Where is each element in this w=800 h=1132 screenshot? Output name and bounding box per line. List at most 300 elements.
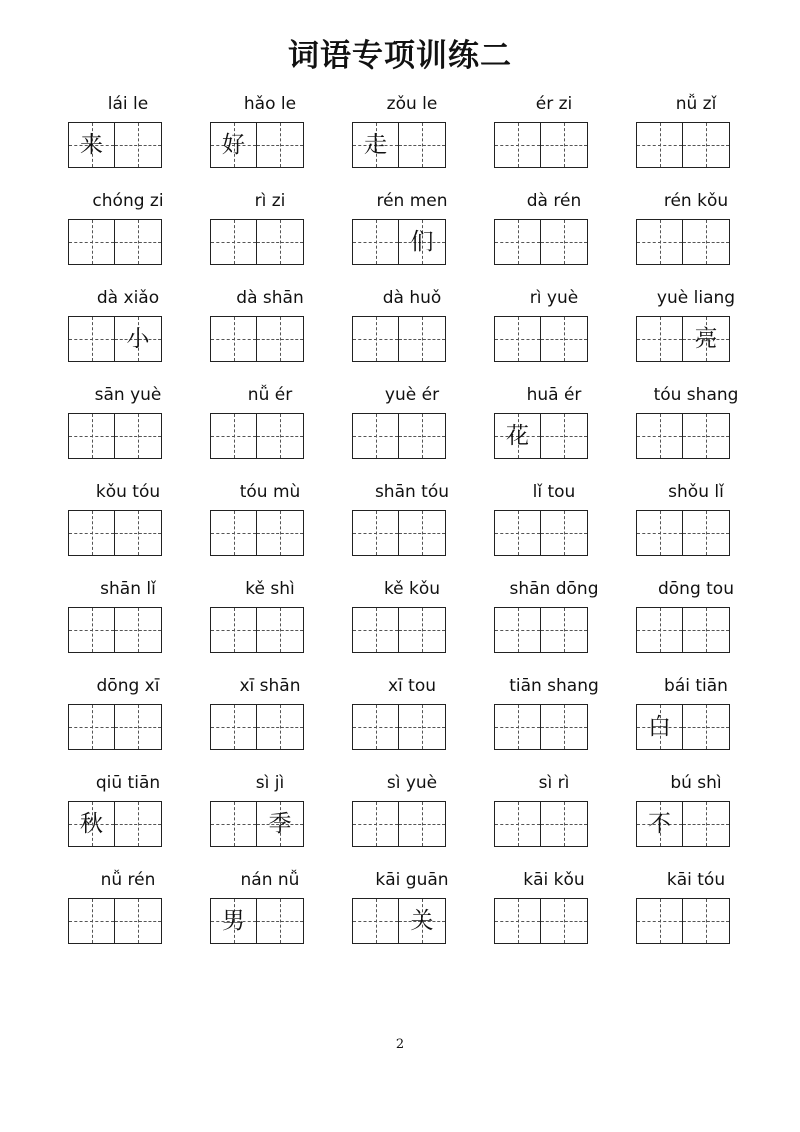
hanzi-character [541, 608, 587, 652]
word-item [341, 92, 483, 170]
tianzige-box-pair [68, 898, 162, 944]
hanzi-character: 不 [648, 810, 671, 837]
hanzi-character [211, 608, 256, 652]
pinyin-label: tóu mù [239, 482, 301, 502]
tianzige-box[interactable] [257, 705, 303, 749]
tianzige-box[interactable] [637, 317, 683, 361]
hanzi-character [541, 317, 587, 361]
tianzige-box[interactable] [495, 220, 541, 264]
tianzige-box-pair [352, 801, 446, 847]
tianzige-box[interactable] [353, 899, 399, 943]
tianzige-box[interactable] [211, 899, 257, 943]
word-item [625, 92, 767, 170]
tianzige-box[interactable] [257, 899, 303, 943]
tianzige-box-pair [636, 607, 730, 653]
hanzi-character [495, 802, 540, 846]
pinyin-label: nán nǚ [240, 870, 300, 890]
tianzige-box-pair [68, 607, 162, 653]
tianzige-box[interactable] [353, 511, 399, 555]
tianzige-box[interactable] [495, 802, 541, 846]
word-item [341, 771, 483, 849]
hanzi-character [683, 414, 729, 458]
word-item [341, 286, 483, 364]
pinyin-label: sì jì [255, 773, 285, 793]
tianzige-box-pair [636, 122, 730, 168]
hanzi-character [353, 608, 398, 652]
pinyin-label: xī shān [239, 676, 301, 696]
tianzige-box[interactable] [115, 705, 161, 749]
hanzi-character [115, 608, 161, 652]
hanzi-character [399, 123, 445, 167]
hanzi-character: 来 [80, 131, 103, 158]
word-item [57, 771, 199, 849]
hanzi-character [541, 414, 587, 458]
hanzi-character [257, 705, 303, 749]
pinyin-label: huā ér [526, 385, 582, 405]
tianzige-box-pair [68, 219, 162, 265]
pinyin-label: rén kǒu [663, 191, 729, 211]
tianzige-box[interactable] [257, 317, 303, 361]
word-item [57, 674, 199, 752]
hanzi-character: 白 [648, 713, 671, 740]
tianzige-box[interactable] [541, 802, 587, 846]
tianzige-box-pair [494, 122, 588, 168]
pinyin-label: nǚ ér [247, 385, 293, 405]
tianzige-box[interactable] [69, 317, 115, 361]
pinyin-label: lái le [107, 94, 149, 114]
pinyin-label: yuè ér [384, 385, 440, 405]
hanzi-character [353, 317, 398, 361]
pinyin-label: hǎo le [243, 94, 297, 114]
tianzige-box[interactable] [495, 317, 541, 361]
hanzi-character [115, 899, 161, 943]
hanzi-character: 好 [222, 131, 245, 158]
hanzi-character [69, 511, 114, 555]
tianzige-box[interactable] [353, 414, 399, 458]
tianzige-box-pair [636, 801, 730, 847]
pinyin-label: kě kǒu [383, 579, 441, 599]
tianzige-box[interactable] [637, 705, 683, 749]
pinyin-label: dōng tou [657, 579, 734, 599]
tianzige-box-pair [68, 704, 162, 750]
tianzige-box[interactable] [683, 414, 729, 458]
tianzige-box[interactable] [211, 317, 257, 361]
pinyin-label: nǚ zǐ [675, 94, 717, 114]
tianzige-box[interactable] [495, 123, 541, 167]
hanzi-character [69, 220, 114, 264]
hanzi-character: 走 [364, 131, 387, 158]
hanzi-character [495, 220, 540, 264]
hanzi-character [495, 511, 540, 555]
word-item [199, 189, 341, 267]
hanzi-character [353, 414, 398, 458]
hanzi-character [683, 705, 729, 749]
tianzige-box[interactable] [495, 608, 541, 652]
tianzige-box[interactable] [637, 802, 683, 846]
word-item [483, 189, 625, 267]
tianzige-box[interactable] [211, 511, 257, 555]
tianzige-box[interactable] [211, 123, 257, 167]
tianzige-box[interactable] [541, 317, 587, 361]
tianzige-box-pair [210, 219, 304, 265]
word-item [57, 286, 199, 364]
tianzige-box[interactable] [69, 511, 115, 555]
hanzi-character [115, 511, 161, 555]
tianzige-box[interactable] [399, 802, 445, 846]
pinyin-label: kě shì [245, 579, 295, 599]
hanzi-character [683, 608, 729, 652]
hanzi-character [541, 705, 587, 749]
tianzige-box[interactable] [353, 705, 399, 749]
word-item [483, 674, 625, 752]
hanzi-character [399, 705, 445, 749]
hanzi-character: 亮 [694, 325, 718, 352]
pinyin-label: ér zi [535, 94, 573, 114]
hanzi-character [115, 414, 161, 458]
tianzige-box-pair [352, 704, 446, 750]
hanzi-character [399, 414, 445, 458]
tianzige-box[interactable] [683, 899, 729, 943]
word-item [625, 189, 767, 267]
tianzige-box[interactable] [115, 414, 161, 458]
tianzige-box[interactable] [257, 123, 303, 167]
hanzi-character [541, 899, 587, 943]
pinyin-label: tiān shang [509, 676, 599, 696]
hanzi-character [399, 511, 445, 555]
pinyin-label: dōng xī [96, 676, 160, 696]
pinyin-label: yuè liang [656, 288, 736, 308]
word-item [483, 577, 625, 655]
tianzige-box[interactable] [683, 705, 729, 749]
hanzi-character [541, 802, 587, 846]
hanzi-character [257, 123, 303, 167]
hanzi-character [353, 899, 398, 943]
tianzige-box[interactable] [683, 802, 729, 846]
tianzige-box[interactable] [399, 608, 445, 652]
word-item [483, 286, 625, 364]
tianzige-box[interactable] [69, 220, 115, 264]
hanzi-character [637, 317, 682, 361]
pinyin-label: zǒu le [386, 94, 438, 114]
word-item [625, 286, 767, 364]
tianzige-box[interactable] [353, 123, 399, 167]
tianzige-box[interactable] [69, 705, 115, 749]
hanzi-character [541, 123, 587, 167]
word-item [483, 383, 625, 461]
hanzi-character [637, 511, 682, 555]
tianzige-box-pair [636, 898, 730, 944]
tianzige-box[interactable] [637, 123, 683, 167]
tianzige-box-pair [494, 898, 588, 944]
hanzi-character [211, 220, 256, 264]
hanzi-character [69, 899, 114, 943]
tianzige-box[interactable] [637, 511, 683, 555]
hanzi-character: 男 [222, 907, 245, 934]
hanzi-character [683, 220, 729, 264]
tianzige-box[interactable] [495, 899, 541, 943]
pinyin-label: sān yuè [94, 385, 162, 405]
pinyin-label: lǐ tou [532, 482, 576, 502]
hanzi-character [541, 220, 587, 264]
tianzige-box[interactable] [211, 705, 257, 749]
tianzige-box[interactable] [115, 511, 161, 555]
tianzige-box[interactable] [115, 899, 161, 943]
tianzige-box[interactable] [211, 414, 257, 458]
hanzi-character [257, 317, 303, 361]
hanzi-character [353, 705, 398, 749]
tianzige-box[interactable] [399, 899, 445, 943]
pinyin-label: rì yuè [529, 288, 579, 308]
word-item [341, 674, 483, 752]
tianzige-box-pair [494, 316, 588, 362]
hanzi-character: 季 [268, 810, 292, 837]
tianzige-box[interactable] [115, 220, 161, 264]
tianzige-box-pair [352, 122, 446, 168]
tianzige-box-pair [68, 316, 162, 362]
word-item [57, 577, 199, 655]
word-item [199, 771, 341, 849]
tianzige-box-pair [494, 607, 588, 653]
word-item [625, 771, 767, 849]
tianzige-box-pair [494, 510, 588, 556]
tianzige-box-pair [352, 898, 446, 944]
tianzige-box-pair [494, 704, 588, 750]
word-item [199, 480, 341, 558]
tianzige-box[interactable] [637, 220, 683, 264]
word-item [199, 577, 341, 655]
word-item [625, 383, 767, 461]
hanzi-character [69, 705, 114, 749]
tianzige-box[interactable] [637, 899, 683, 943]
tianzige-box-pair [352, 219, 446, 265]
hanzi-character [399, 802, 445, 846]
word-grid [57, 92, 757, 946]
hanzi-character [683, 899, 729, 943]
tianzige-box-pair [210, 898, 304, 944]
word-item [57, 383, 199, 461]
tianzige-box[interactable] [257, 511, 303, 555]
pinyin-label: tóu shang [653, 385, 739, 405]
hanzi-character [69, 608, 114, 652]
pinyin-label: kāi kǒu [523, 870, 585, 890]
word-item [625, 674, 767, 752]
tianzige-box[interactable] [115, 123, 161, 167]
tianzige-box[interactable] [353, 220, 399, 264]
tianzige-box-pair [494, 219, 588, 265]
tianzige-box[interactable] [637, 608, 683, 652]
tianzige-box-pair [352, 510, 446, 556]
hanzi-character [495, 899, 540, 943]
hanzi-character [69, 317, 114, 361]
tianzige-box[interactable] [353, 802, 399, 846]
pinyin-label: nǚ rén [100, 870, 156, 890]
page-number: 2 [395, 1037, 405, 1052]
hanzi-character [257, 608, 303, 652]
hanzi-character [637, 220, 682, 264]
pinyin-label: sì rì [538, 773, 570, 793]
tianzige-box[interactable] [399, 511, 445, 555]
tianzige-box-pair [636, 316, 730, 362]
pinyin-label: xī tou [387, 676, 437, 696]
word-item [57, 480, 199, 558]
tianzige-box[interactable] [211, 220, 257, 264]
hanzi-character [257, 414, 303, 458]
tianzige-box[interactable] [541, 220, 587, 264]
hanzi-character [495, 705, 540, 749]
hanzi-character [399, 608, 445, 652]
tianzige-box[interactable] [495, 414, 541, 458]
hanzi-character [683, 511, 729, 555]
tianzige-box-pair [352, 607, 446, 653]
hanzi-character [399, 317, 445, 361]
tianzige-box[interactable] [115, 608, 161, 652]
word-item [625, 868, 767, 946]
tianzige-box[interactable] [683, 511, 729, 555]
tianzige-box-pair [636, 510, 730, 556]
tianzige-box-pair [68, 413, 162, 459]
word-item [341, 868, 483, 946]
tianzige-box-pair [210, 704, 304, 750]
hanzi-character [637, 608, 682, 652]
tianzige-box-pair [352, 316, 446, 362]
tianzige-box[interactable] [495, 511, 541, 555]
tianzige-box[interactable] [353, 608, 399, 652]
word-item [341, 189, 483, 267]
hanzi-character [211, 802, 256, 846]
hanzi-character [211, 511, 256, 555]
hanzi-character: 小 [126, 325, 150, 352]
tianzige-box[interactable] [257, 220, 303, 264]
hanzi-character: 花 [506, 422, 529, 449]
hanzi-character [257, 511, 303, 555]
tianzige-box[interactable] [541, 705, 587, 749]
tianzige-box[interactable] [399, 220, 445, 264]
tianzige-box[interactable] [683, 317, 729, 361]
word-item [341, 383, 483, 461]
pinyin-label: kāi guān [375, 870, 449, 890]
tianzige-box-pair [636, 704, 730, 750]
word-item [483, 771, 625, 849]
tianzige-box[interactable] [257, 608, 303, 652]
pinyin-label: sì yuè [386, 773, 438, 793]
hanzi-character [211, 705, 256, 749]
pinyin-label: shān lǐ [100, 579, 156, 599]
tianzige-box-pair [210, 607, 304, 653]
tianzige-box[interactable] [683, 608, 729, 652]
pinyin-label: rén men [376, 191, 448, 211]
pinyin-label: shān dōng [509, 579, 599, 599]
tianzige-box-pair [352, 413, 446, 459]
hanzi-character [541, 511, 587, 555]
tianzige-box[interactable] [257, 802, 303, 846]
tianzige-box[interactable] [115, 317, 161, 361]
hanzi-character [353, 511, 398, 555]
word-item [483, 480, 625, 558]
page-title: 词语专项训练二 [288, 38, 512, 74]
hanzi-character [353, 802, 398, 846]
pinyin-label: bú shì [670, 773, 722, 793]
hanzi-character [115, 220, 161, 264]
hanzi-character [495, 317, 540, 361]
hanzi-character: 们 [410, 228, 434, 255]
tianzige-box[interactable] [69, 802, 115, 846]
pinyin-label: dà shān [236, 288, 304, 308]
hanzi-character [115, 705, 161, 749]
hanzi-character [683, 802, 729, 846]
hanzi-character [637, 123, 682, 167]
tianzige-box-pair [636, 413, 730, 459]
hanzi-character [637, 414, 682, 458]
tianzige-box[interactable] [541, 608, 587, 652]
tianzige-box-pair [210, 510, 304, 556]
tianzige-box-pair [210, 122, 304, 168]
tianzige-box[interactable] [69, 608, 115, 652]
tianzige-box[interactable] [257, 414, 303, 458]
tianzige-box-pair [68, 122, 162, 168]
word-item [483, 92, 625, 170]
tianzige-box-pair [68, 510, 162, 556]
tianzige-box[interactable] [399, 123, 445, 167]
pinyin-label: chóng zi [92, 191, 164, 211]
tianzige-box[interactable] [541, 414, 587, 458]
hanzi-character [69, 414, 114, 458]
pinyin-label: rì zi [254, 191, 286, 211]
hanzi-character [637, 899, 682, 943]
tianzige-box[interactable] [637, 414, 683, 458]
word-item [341, 577, 483, 655]
hanzi-character [211, 317, 256, 361]
tianzige-box[interactable] [211, 802, 257, 846]
word-item [57, 189, 199, 267]
tianzige-box[interactable] [69, 123, 115, 167]
pinyin-label: shān tóu [374, 482, 450, 502]
word-item [625, 577, 767, 655]
pinyin-label: bái tiān [664, 676, 728, 696]
tianzige-box[interactable] [399, 414, 445, 458]
tianzige-box[interactable] [353, 317, 399, 361]
tianzige-box-pair [210, 413, 304, 459]
tianzige-box-pair [68, 801, 162, 847]
word-item [199, 674, 341, 752]
tianzige-box-pair [636, 219, 730, 265]
tianzige-box[interactable] [541, 123, 587, 167]
tianzige-box-pair [494, 413, 588, 459]
tianzige-box[interactable] [69, 414, 115, 458]
tianzige-box[interactable] [541, 511, 587, 555]
tianzige-box[interactable] [399, 317, 445, 361]
tianzige-box[interactable] [211, 608, 257, 652]
hanzi-character [115, 802, 161, 846]
word-item [199, 92, 341, 170]
word-item [199, 383, 341, 461]
tianzige-box[interactable] [115, 802, 161, 846]
word-item [341, 480, 483, 558]
pinyin-label: dà rén [526, 191, 582, 211]
hanzi-character [495, 123, 540, 167]
tianzige-box-pair [210, 801, 304, 847]
tianzige-box[interactable] [399, 705, 445, 749]
tianzige-box[interactable] [683, 220, 729, 264]
tianzige-box[interactable] [69, 899, 115, 943]
tianzige-box-pair [210, 316, 304, 362]
word-item [625, 480, 767, 558]
tianzige-box[interactable] [495, 705, 541, 749]
tianzige-box-pair [494, 801, 588, 847]
tianzige-box[interactable] [541, 899, 587, 943]
hanzi-character [353, 220, 398, 264]
tianzige-box[interactable] [683, 123, 729, 167]
hanzi-character: 秋 [80, 810, 103, 837]
